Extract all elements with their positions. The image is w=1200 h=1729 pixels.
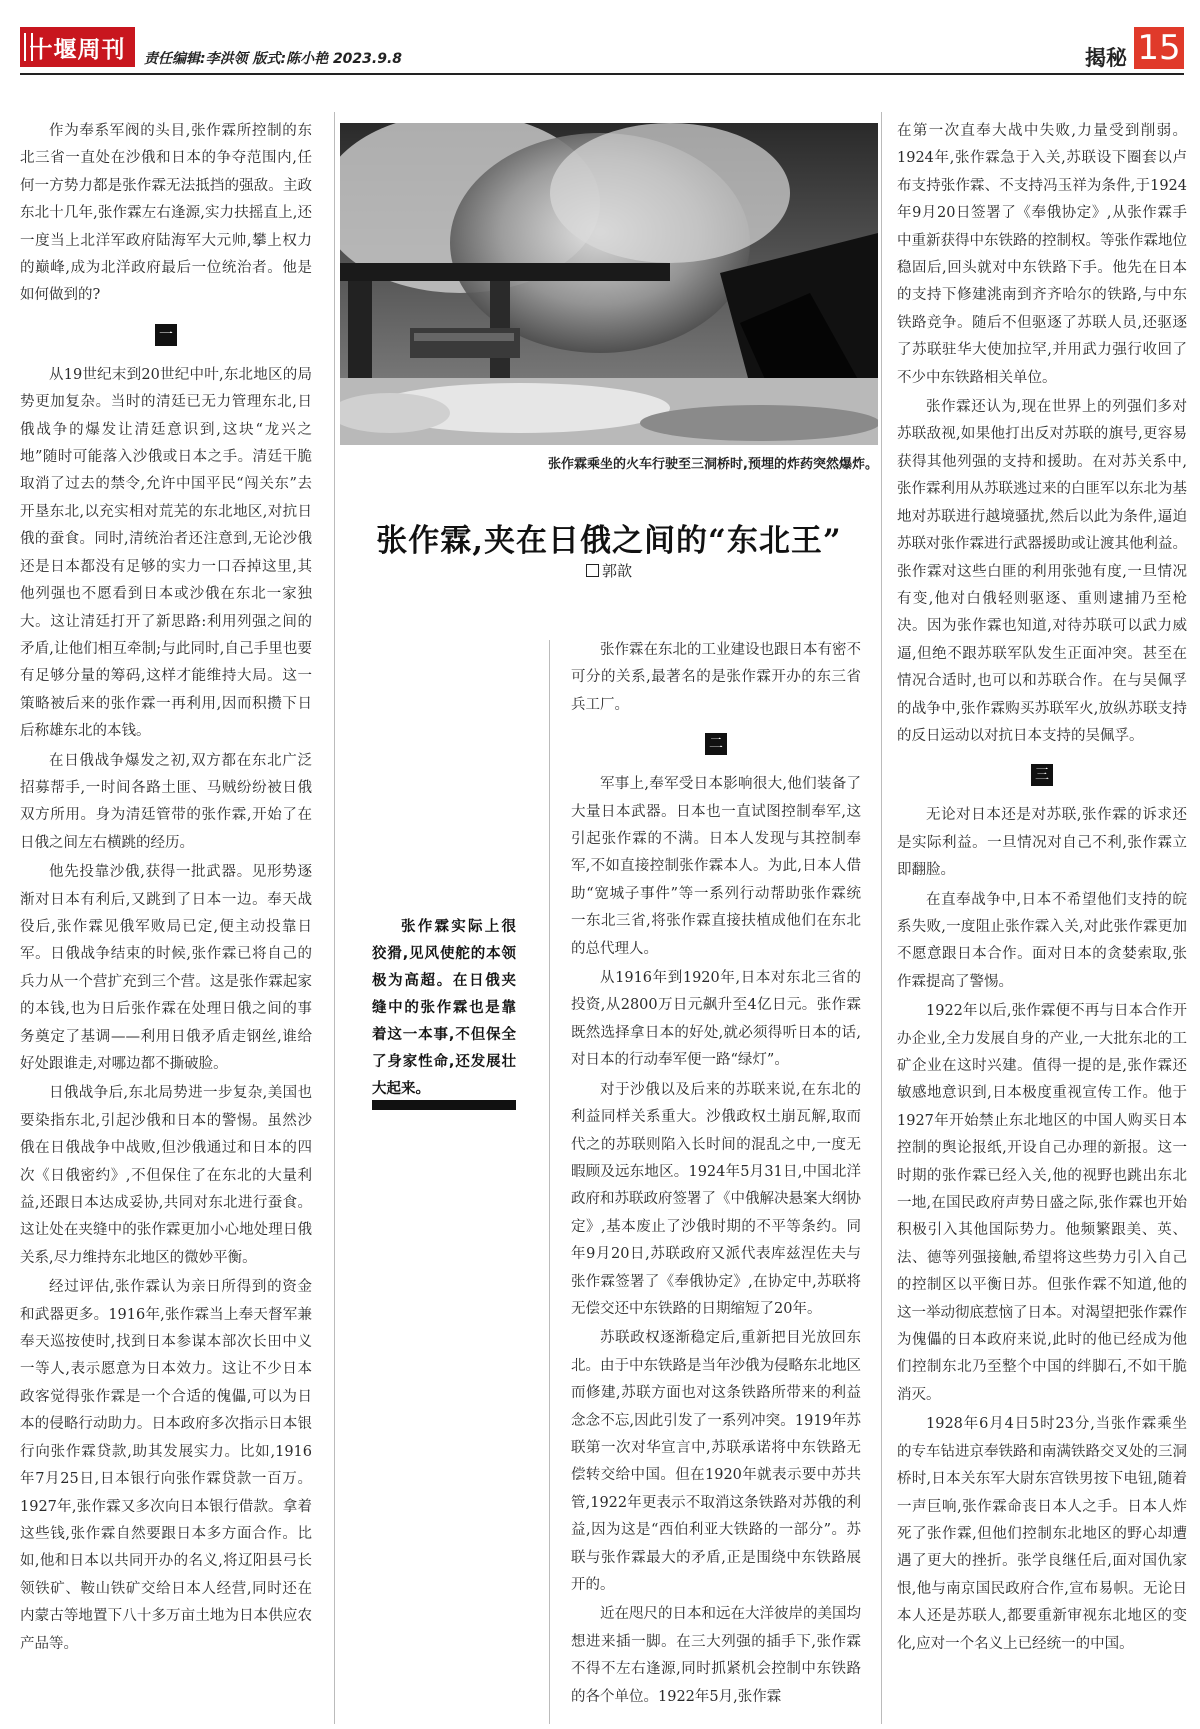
explosion-photo-image (340, 123, 878, 445)
photo-caption: 张作霖乘坐的火车行驶至三洞桥时,预埋的炸药突然爆炸。 (548, 457, 878, 472)
paragraph: 近在咫尺的日本和远在大洋彼岸的美国均想进来插一脚。在三大列强的插手下,张作霖不得不左右逢源,同时抓紧机会控制中东铁路的各个单位。1922年5月,张作霖 (571, 1606, 861, 1705)
paragraph: 从1916年到1920年,日本对东北三省的投资,从2800万日元飙升至4亿日元。张作霖既然选择拿日本的好处,就必须得听日本的话,对日本的行动奉军便一路“绿灯”。 (571, 970, 861, 1069)
newspaper-logo (20, 27, 135, 67)
paragraph: 无论对日本还是对苏联,张作霖的诉求还是实际利益。一旦情况对自己不利,张作霖立即翻脸。 (897, 807, 1187, 879)
paragraph: 经过评估,张作霖认为亲日所得到的资金和武器更多。1916年,张作霖当上奉天督军兼奉天巡按使时,找到日本参谋本部次长田中义一等人,表示愿意为日本效力。这让不少日本政客觉得张作霖是一个合适的傀儡,可以为日本的侵略行动助力。日本政府多次指示日本银行向张作霖贷款,助其发展实力。比如,1916年7月25日,日本银行向张作霖贷款一百万。1927年,张作霖又多次向日本银行借款。拿着这些钱,张作霖自然要跟日本多方面合作。比如,他和日本以共同开办的名义,将辽阳县弓长领铁矿、鞍山铁矿交给日本人经营,同时还在内蒙古等地置下八十多万亩土地为日本供应农产品等。 (20, 1279, 312, 1652)
article-column-2 (571, 637, 861, 1713)
header-rule (20, 73, 1184, 75)
paragraph: 从19世纪末到20世纪中叶,东北地区的局势更加复杂。当时的清廷已无力管理东北,日俄战争的爆发让清廷意识到,这块“龙兴之地”随时可能落入沙俄或日本之手。清廷干脆取消了过去的禁令,允许中国平民“闯关东”去开垦东北,以充实相对荒芜的东北地区,对抗日俄的蚕食。同时,清统治者还注意到,无论沙俄还是日本都没有足够的实力一口吞掉这里,其他列强也不愿看到日本或沙俄在东北一家独大。这让清廷打开了新思路:利用列强之间的矛盾,让他们相互牵制;与此同时,自己手里也要有足够分量的筹码,这样才能维持大局。这一策略被后来的张作霖一再利用,因而积攒下日后称雄东北的本钱。 (20, 366, 312, 740)
paragraph: 作为奉系军阀的头目,张作霖所控制的东北三省一直处在沙俄和日本的争夺范围内,任何一方势力都是张作霖无法抵挡的强敌。主政东北十几年,张作霖左右逢源,实力扶摇直上,还一度当上北洋军政府陆海军大元帅,攀上权力的巅峰,成为北洋政府最后一位统治者。他是如何做到的? (20, 123, 312, 304)
section-marker-3: 三 (1031, 764, 1053, 786)
paragraph: 他先投靠沙俄,获得一批武器。见形势逐渐对日本有利后,又跳到了日本一边。奉天战役后,张作霖见俄军败局已定,便主动投靠日军。日俄战争结束的时候,张作霖已将自己的兵力从一个营扩充到三个营。这是张作霖起家的本钱,也为日后张作霖在处理日俄之间的事务奠定了基调——利用日俄矛盾走钢丝,谁给好处跟谁走,对哪边都不撕破脸。 (20, 864, 312, 1072)
paragraph: 1928年6月4日5时23分,当张作霖乘坐的专车钻进京奉铁路和南满铁路交叉处的三洞桥时,日本关东军大尉东宫铁男按下电钮,随着一声巨响,张作霖命丧日本人之手。日本人炸死了张作霖,但他们控制东北地区的野心却遭遇了更大的挫折。张学良继任后,面对国仇家恨,他与南京国民政府合作,宣布易帜。无论日本人还是苏联人,都要重新审视东北地区的变化,应对一个名义上已经统一的中国。 (897, 1416, 1187, 1652)
section-marker-2: 二 (705, 733, 727, 755)
section-marker-1: 一 (155, 324, 177, 346)
pull-quote-text: 张作霖实际上很狡猾,见风使舵的本领极为高超。在日俄夹缝中的张作霖也是靠着这一本事,不但保全了身家性命,还发展壮大起来。 (372, 919, 516, 1097)
paragraph: 张作霖在东北的工业建设也跟日本有密不可分的关系,最著名的是张作霖开办的东三省兵工厂。 (571, 642, 861, 713)
paragraph: 对于沙俄以及后来的苏联来说,在东北的利益同样关系重大。沙俄政权土崩瓦解,取而代之的苏联则陷入长时间的混乱之中,一度无暇顾及远东地区。1924年5月31日,中国北洋政府和苏联政府签署了《中俄解决悬案大纲协定》,基本废止了沙俄时期的不平等条约。同年9月20日,苏联政府又派代表库兹涅佐夫与张作霖签署了《奉俄协定》,在协定中,苏联将无偿交还中东铁路的日期缩短了20年。 (571, 1081, 861, 1317)
paragraph: 在日俄战争爆发之初,双方都在东北广泛招募帮手,一时间各路土匪、马贼纷纷被日俄双方所用。身为清廷管带的张作霖,开始了在日俄之间左右横跳的经历。 (20, 752, 312, 851)
author-box-icon (586, 564, 599, 577)
logo-text: 十堰周刊 (29, 36, 126, 63)
editor-info: 责任编辑:李洪领 版式:陈小艳 2023.9.8 (144, 51, 403, 67)
article-title: 张作霖,夹在日俄之间的“东北王” (376, 523, 842, 559)
column-divider (881, 112, 882, 1724)
author-name: 郭歆 (601, 562, 632, 580)
section-label: 揭秘 (1085, 46, 1127, 70)
article-column-3 (897, 118, 1187, 1660)
paragraph: 日俄战争后,东北局势进一步复杂,美国也要染指东北,引起沙俄和日本的警惕。虽然沙俄在日俄战争中战败,但沙俄通过和日本的四次《日俄密约》,不但保住了在东北的大量利益,还跟日本达成妥协,共同对东北进行蚕食。这让处在夹缝中的张作霖更加小心地处理日俄关系,尽力维持东北地区的微妙平衡。 (20, 1085, 312, 1266)
explosion-photo (340, 123, 878, 445)
paragraph: 军事上,奉军受日本影响很大,他们装备了大量日本武器。日本也一直试图控制奉军,这引起张作霖的不满。日本人发现与其控制奉军,不如直接控制张作霖本人。为此,日本人借助“宽城子事件”等一系列行动帮助张作霖统一东北三省,将张作霖直接扶植成他们在东北的总代理人。 (571, 776, 861, 957)
logo-mark-icon (24, 33, 33, 61)
article-column-1 (20, 118, 312, 1660)
paragraph: 在第一次直奉大战中失败,力量受到削弱。1924年,张作霖急于入关,苏联设下圈套以卢布支持张作霖、不支持冯玉祥为条件,于1924年9月20日签署了《奉俄协定》,从张作霖手中重新获得中东铁路的控制权。等张作霖地位稳固后,回头就对中东铁路下手。他先在日本的支持下修建洮南到齐齐哈尔的铁路,与中东铁路竞争。随后不但驱逐了苏联人员,还驱逐了苏联驻华大使加拉罕,并用武力强行收回了不少中东铁路相关单位。 (897, 123, 1187, 386)
paragraph: 1922年以后,张作霖便不再与日本合作开办企业,全力发展自身的产业,一大批东北的工矿企业在这时兴建。值得一提的是,张作霖还敏感地意识到,日本极度重视宣传工作。他于1927年开始禁止东北地区的中国人购买日本控制的舆论报纸,开设自己办理的新报。这一时期的张作霖已经入关,他的视野也跳出东北一地,在国民政府声势日盛之际,张作霖也开始积极引入其他国际势力。他频繁跟美、英、法、德等列强接触,希望将这些势力引入自己的控制区以平衡日苏。但张作霖不知道,他的这一举动彻底惹恼了日本。对渴望把张作霖作为傀儡的日本政府来说,此时的他已经成为他们控制东北乃至整个中国的绊脚石,不如干脆消灭。 (897, 1003, 1187, 1403)
paragraph: 在直奉战争中,日本不希望他们支持的皖系失败,一度阻止张作霖入关,对此张作霖更加不愿意跟日本合作。面对日本的贪婪索取,张作霖提高了警惕。 (897, 891, 1187, 990)
page-number: 15 (1134, 27, 1184, 69)
pull-quote-bar (372, 1100, 516, 1110)
paragraph: 苏联政权逐渐稳定后,重新把目光放回东北。由于中东铁路是当年沙俄为侵略东北地区而修建,苏联方面也对这条铁路所带来的利益念念不忘,因此引发了一系列冲突。1919年苏联第一次对华宣言中,苏联承诺将中东铁路无偿转交给中国。但在1920年就表示要中苏共管,1922年更表示不取消这条铁路对苏俄的利益,因为这是“西伯利亚大铁路的一部分”。苏联与张作霖最大的矛盾,正是围绕中东铁路展开的。 (571, 1330, 861, 1593)
paragraph: 张作霖还认为,现在世界上的列强们多对苏联敌视,如果他打出反对苏联的旗号,更容易获得其他列强的支持和援助。在对苏关系中,张作霖利用从苏联逃过来的白匪军以东北为基地对苏联进行越境骚扰,然后以此为条件,逼迫苏联对张作霖进行武器援助或让渡其他利益。张作霖对这些白匪的利用张弛有度,一旦情况有变,他对白俄轻则驱逐、重则逮捕乃至枪决。因为张作霖也知道,对待苏联可以武力威逼,但绝不跟苏联军队发生正面冲突。甚至在情况合适时,也可以和苏联合作。在与吴佩孚的战争中,张作霖购买苏联军火,放纵苏联支持的反日运动以对抗日本支持的吴佩孚。 (897, 399, 1187, 744)
column-divider (549, 640, 550, 1724)
pull-quote (372, 914, 516, 1103)
column-divider (334, 112, 335, 1724)
article-author (340, 560, 878, 581)
